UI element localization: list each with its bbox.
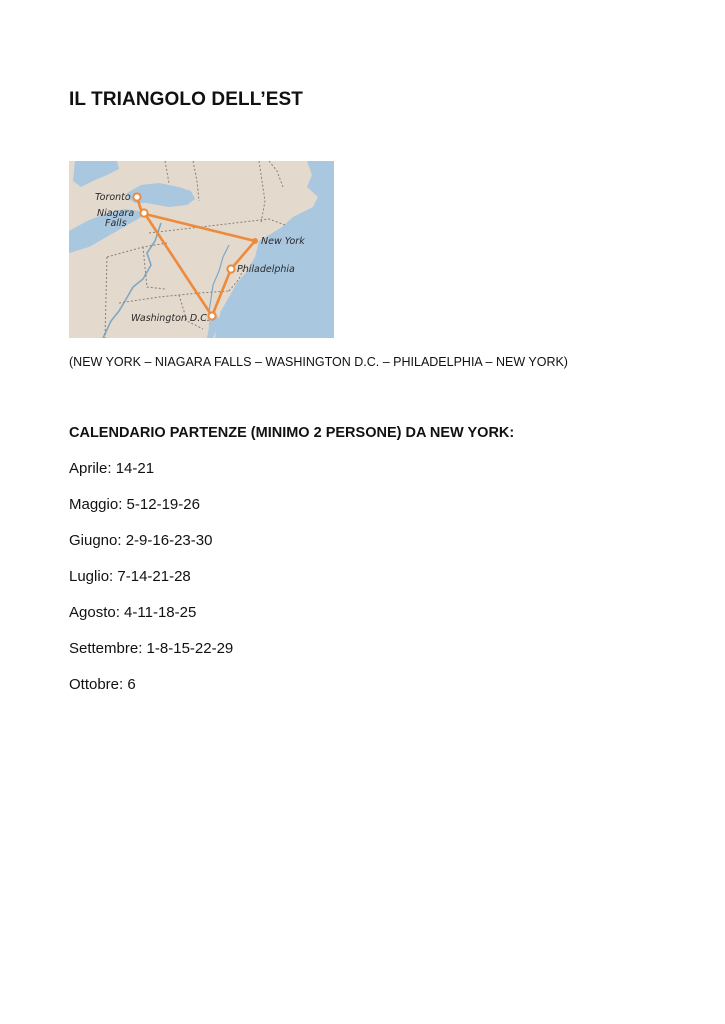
niagara-label-line2: Falls: [105, 218, 127, 229]
departure-row-june: Giugno: 2-9-16-23-30: [69, 532, 213, 549]
month-label: Ottobre: [69, 676, 120, 693]
new-york-label: New York: [261, 236, 305, 247]
month-label: Settembre: [69, 640, 139, 657]
washington-label: Washington D.C.: [131, 313, 210, 324]
page-title: IL TRIANGOLO DELL’EST: [69, 89, 303, 110]
departure-days: 1-8-15-22-29: [146, 640, 234, 657]
departure-days: 4-11-18-25: [124, 604, 197, 621]
departure-row-july: Luglio: 7-14-21-28: [69, 568, 191, 585]
departure-days: 2-9-16-23-30: [125, 532, 213, 549]
month-label: Aprile: [69, 460, 108, 477]
calendar-heading: CALENDARIO PARTENZE (MINIMO 2 PERSONE) DA NEW YORK:: [69, 425, 515, 441]
philadelphia-label: Philadelphia: [237, 264, 295, 275]
departure-days: 6: [127, 676, 136, 693]
route-caption: (NEW YORK – NIAGARA FALLS – WASHINGTON D.C. – PHILADELPHIA – NEW YORK): [69, 355, 568, 369]
month-label: Giugno: [69, 532, 118, 549]
departure-days: 7-14-21-28: [117, 568, 191, 585]
niagara-marker: [140, 209, 147, 216]
month-label: Maggio: [69, 496, 119, 513]
toronto-label: Toronto: [95, 192, 131, 203]
route-map: [69, 161, 334, 338]
departure-row-august: Agosto: 4-11-18-25: [69, 604, 197, 621]
departure-row-april: Aprile: 14-21: [69, 460, 155, 477]
departure-list: [69, 460, 233, 712]
departure-row-september: Settembre: 1-8-15-22-29: [69, 640, 234, 657]
niagara-label-line1: Niagara: [97, 208, 135, 219]
departure-days: 14-21: [115, 460, 155, 477]
new-york-marker: [252, 238, 258, 244]
month-label: Luglio: [69, 568, 110, 585]
departure-days: 5-12-19-26: [126, 496, 200, 513]
toronto-marker: [133, 193, 140, 200]
month-label: Agosto: [69, 604, 116, 621]
departure-row-october: Ottobre: 6: [69, 676, 136, 693]
philadelphia-marker: [227, 265, 234, 272]
departure-row-may: Maggio: 5-12-19-26: [69, 496, 200, 513]
